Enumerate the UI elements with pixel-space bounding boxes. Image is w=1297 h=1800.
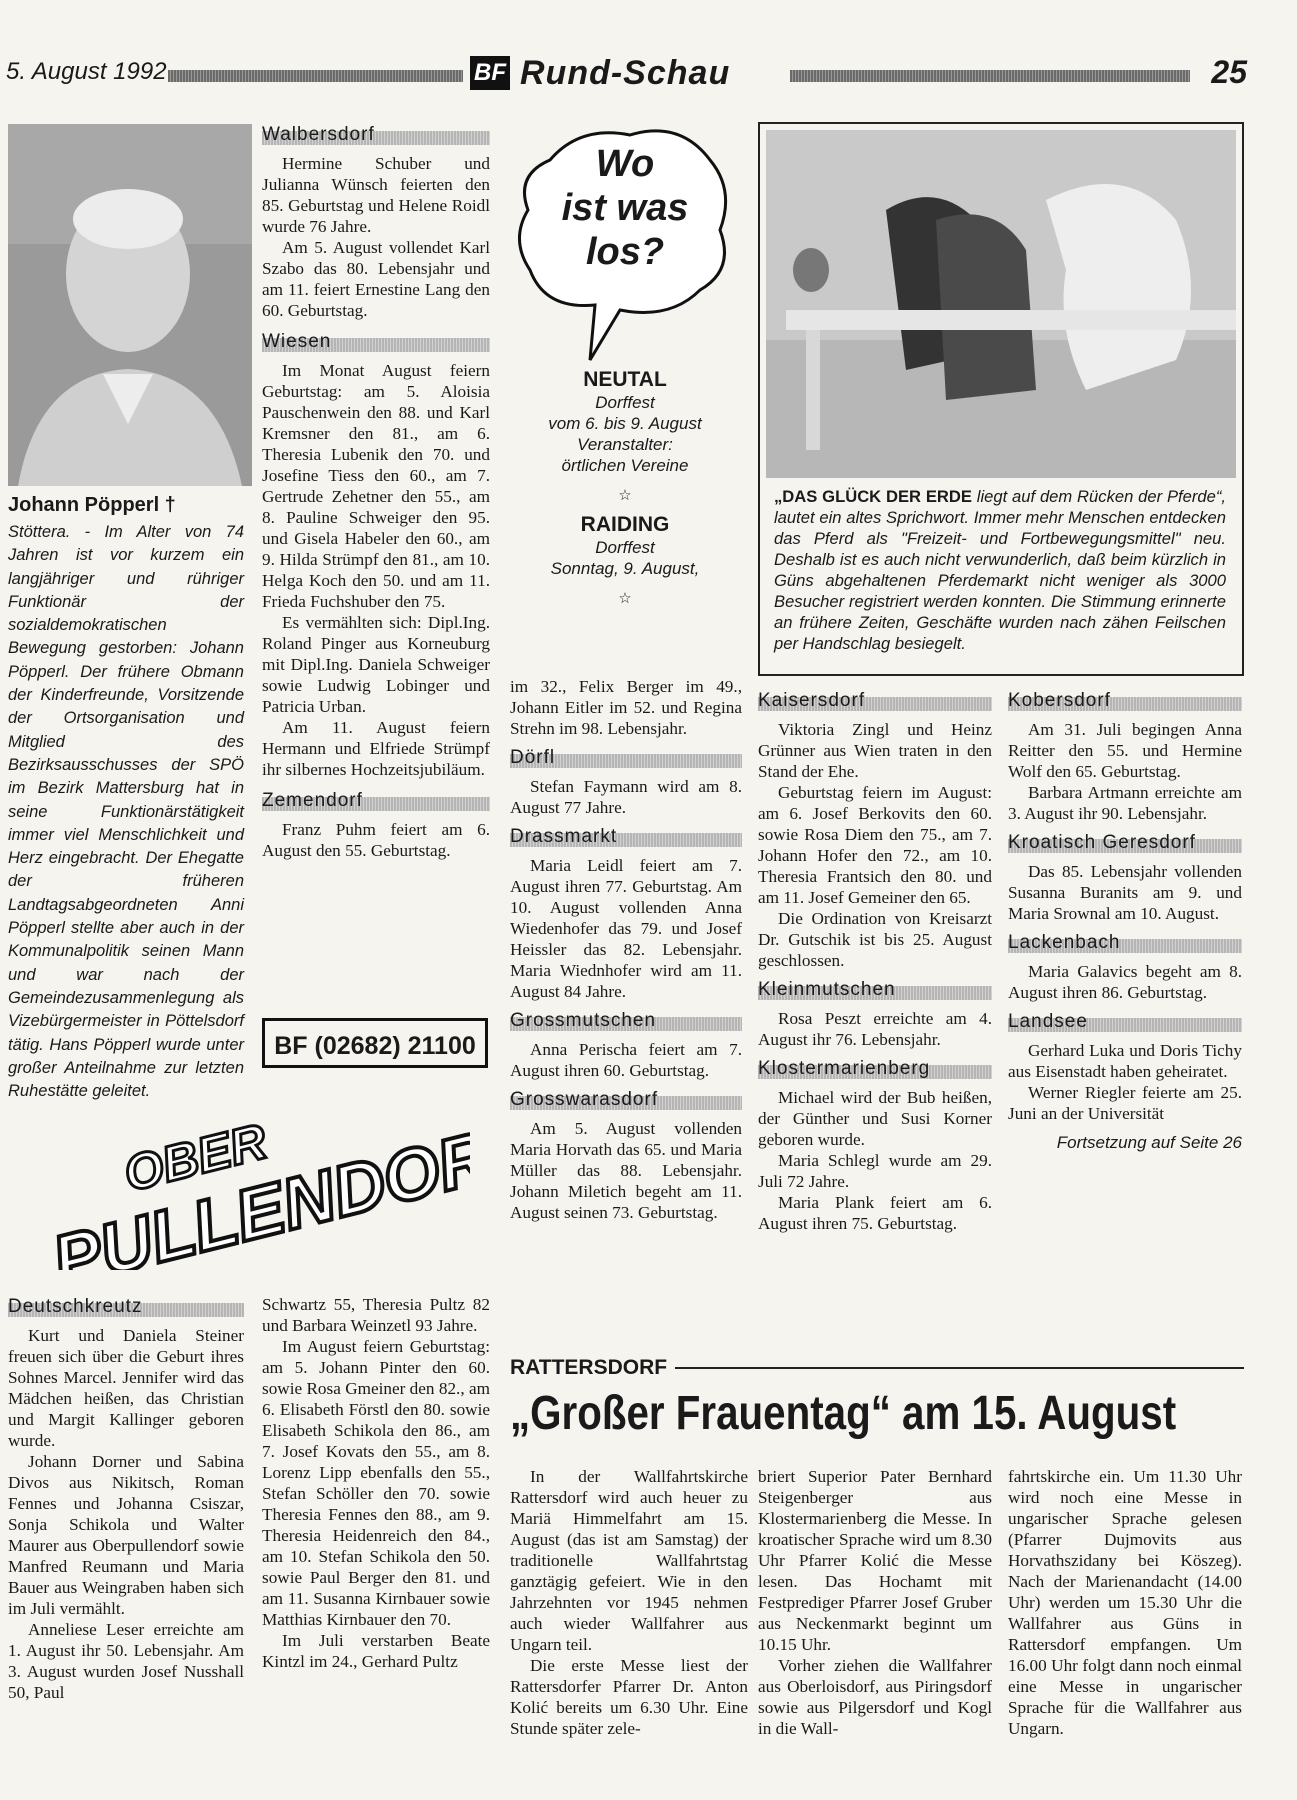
bubble-line-1: Wo xyxy=(595,143,655,185)
column-2 xyxy=(262,124,490,861)
svg-text:PULLENDORF: PULLENDORF xyxy=(44,1105,470,1270)
deutschkreutz-text-1: Kurt und Daniela Steiner freuen sich über die Geburt ihres Sohnes Marcel. Jennifer wird das Mädchen heißen, das Christian und Margit Kallinger geboren wurde. xyxy=(8,1326,244,1450)
obituary-text: Stöttera. - Im Alter von 74 Jahren ist vor kurzem ein langjähriger und rühriger Funktionär der sozialdemokratischen Bewegung gestorben: Johann Pöpperl. Der frühere Obmann der Kinderfreunde, Vorsitzende der Ortsorganisation und Mitglied des Bezirksausschusses der SPÖ im Bezirk Mattersburg hat in seine Funktionärstätigkeit immer viel Menschlichkeit und Herz eingebracht. Der Ehegatte der früheren Landtagsabgeordneten Anni Pöpperl stellte aber auch in der Kommunalpolitik seinen Mann und war nach der Gemeindezusammenlegung als Vizebürgermeister in Pöttelsdorf tätig. Hans Pöpperl wurde unter großer Anteilnahme zur letzten Ruhestätte geleitet. xyxy=(8,523,244,1101)
issue-date: 5. August 1992 xyxy=(6,58,167,85)
section-head-kobersdorf: Kobersdorf xyxy=(1008,690,1242,713)
landsee-text-2: Werner Riegler feierte am 25. Juni an der Universität xyxy=(1008,1083,1242,1123)
rattersdorf-kicker-row xyxy=(510,1356,1244,1380)
page-number: 25 xyxy=(1211,54,1247,90)
deutschkreutz-cont-text-3: Im Juli verstarben Beate Kintzl im 24., Gerhard Pultz xyxy=(262,1631,490,1671)
section-head-lackenbach: Lackenbach xyxy=(1008,932,1242,955)
kaisersdorf-text-3: Die Ordination von Kreisarzt Dr. Gutschik ist bis 25. August geschlossen. xyxy=(758,909,992,970)
column-4 xyxy=(758,690,992,1234)
bubble-line-2: ist was xyxy=(561,187,689,229)
speech-bubble xyxy=(510,120,730,370)
section-head-grossmutschen: Grossmutschen xyxy=(510,1010,742,1033)
drassmarkt-text: Maria Leidl feiert am 7. August ihren 77. Geburtstag. Am 10. August vollenden Anna Wiedenhofer das 79. und Josef Heissler das 82. Lebensjahr. Maria Wiednhofer wird am 11. August 84 Jahre. xyxy=(510,856,742,1001)
event-neutal-line: vom 6. bis 9. August xyxy=(548,414,702,433)
event-raiding-line: Sonntag, 9. August, xyxy=(550,559,700,578)
event-neutal-line: Veranstalter: xyxy=(577,435,673,454)
kobersdorf-text-1: Am 31. Juli begingen Anna Reitter den 55. und Hermine Wolf den 65. Geburtstag. xyxy=(1008,720,1242,781)
oberpullendorf-title xyxy=(470,1090,471,1091)
oberpullendorf-banner-icon xyxy=(30,1090,470,1270)
horses-photo-icon xyxy=(766,130,1236,478)
svg-text:OBER: OBER xyxy=(118,1112,273,1203)
masthead-rule-left xyxy=(168,70,463,82)
section-head-wiesen: Wiesen xyxy=(262,331,490,354)
klostermarienberg-text-2: Maria Schlegl wurde am 29. Juli 72 Jahre. xyxy=(758,1151,992,1191)
rattersdorf-text-2: Die erste Messe liest der Rattersdorfer Pfarrer Dr. Anton Kolić bereits um 6.30 Uhr. Eine Stunde später zele- xyxy=(510,1656,748,1738)
events-list xyxy=(520,368,730,616)
deutschkreutz-cont-text-2: Im August feiern Geburtstag: am 5. Johann Pinter den 60. sowie Rosa Gmeiner den 82., am 6. Elisabeth Förstl den 80. sowie Elisabeth Schikola den 86., am 7. Josef Kovats den 55., am 8. Lorenz Lipp ebenfalls den 55., Stefan Schöller den 70. sowie Theresia Fennes den 88., am 9. Theresia Heidenreich den 84., am 10. Stefan Schikola den 50. sowie Paul Berger den 81. und am 11. Susanna Kirnbauer sowie Matthias Kirnbauer den 70. xyxy=(262,1337,490,1629)
horse-caption-text: liegt auf dem Rücken der Pferde“, lautet ein altes Sprichwort. Immer mehr Menschen entdecken das Pferd als "Freizeit- und Fortbewegungsmittel" neu. Deshalb ist es auch nicht verwunderlich, daß beim kürzlich in Güns abgehaltenen Pferdemarkt nicht weniger als 3000 Besucher registriert werden konnten. Die Stimmung erinnerte an frühere Zeiten, Geschäfte wurden nach zähen Feilschen per Handschlag besiegelt. xyxy=(774,487,1226,653)
phone-box: BF (02682) 21100 xyxy=(262,1018,488,1068)
rattersdorf-article xyxy=(510,1356,1244,1444)
wiesen-text-1: Im Monat August feiern Geburtstag: am 5. Aloisia Pauschenwein den 88. und Karl Kremsner den 81., am 6. Theresia Lubenik den 70. und Josefine Tiess den 60., am 7. Gertrude Zehetner den 55., am 8. Pauline Schweiger den 95. und Gisela Habeler den 60., am 9. Hilda Strümpf den 81., am 10. Helga Koch den 50. und am 11. Frieda Fuchshuber den 75. xyxy=(262,361,490,611)
section-head-kleinmutschen: Kleinmutschen xyxy=(758,979,992,1002)
event-raiding-line: Dorffest xyxy=(595,538,655,557)
horse-caption xyxy=(774,486,1226,654)
kicker-rule xyxy=(675,1367,1244,1369)
lackenbach-text: Maria Galavics begeht am 8. August ihren 86. Geburtstag. xyxy=(1008,962,1242,1002)
section-head-klostermarienberg: Klostermarienberg xyxy=(758,1058,992,1081)
kobersdorf-text-2: Barbara Artmann erreichte am 3. August ihr 90. Lebensjahr. xyxy=(1008,783,1242,823)
grossmutschen-text: Anna Perischa feiert am 7. August ihren 60. Geburtstag. xyxy=(510,1040,742,1080)
star-icon: ☆ xyxy=(618,591,632,607)
rattersdorf-col-3 xyxy=(1008,1466,1242,1739)
deutschkreutz-continued xyxy=(262,1294,490,1672)
section-logo: Rund-Schau xyxy=(520,54,731,92)
horses-photo xyxy=(766,130,1236,478)
deutschkreutz-cont-text-1: Schwartz 55, Theresia Pultz 82 und Barbara Weinzetl 93 Jahre. xyxy=(262,1295,490,1335)
section-head-zemendorf: Zemendorf xyxy=(262,790,490,813)
masthead xyxy=(0,56,1297,96)
section-head-doerfl: Dörfl xyxy=(510,747,742,770)
column-3 xyxy=(510,676,742,1223)
landsee-text-1: Gerhard Luka und Doris Tichy aus Eisenstadt haben geheiratet. xyxy=(1008,1041,1242,1081)
grosswarasdorf-text: Am 5. August vollenden Maria Horvath das 65. und Maria Müller das 88. Lebensjahr. Johann Miletich begeht am 11. August seinen 73. Geburtstag. xyxy=(510,1119,742,1222)
bf-badge: BF xyxy=(470,56,510,90)
rattersdorf-col-1 xyxy=(510,1466,748,1739)
column-3-continuation: im 32., Felix Berger im 49., Johann Eitler im 52. und Regina Strehn im 98. Lebensjahr. xyxy=(510,677,742,738)
wiesen-text-3: Am 11. August feiern Hermann und Elfriede Strümpf ihr silbernes Hochzeitsjubiläum. xyxy=(262,718,490,779)
column-5 xyxy=(1008,690,1242,1153)
bubble-line-3: los? xyxy=(585,231,665,273)
portrait-photo-icon xyxy=(8,124,252,486)
rattersdorf-text-4: Vorher ziehen die Wallfahrer aus Oberloisdorf, aus Piringsdorf sowie aus Pilgersdorf und Kogl in die Wall- xyxy=(758,1656,992,1738)
kaisersdorf-text-1: Viktoria Zingl und Heinz Grünner aus Wien traten in den Stand der Ehe. xyxy=(758,720,992,781)
walbersdorf-text-1: Hermine Schuber und Julianna Wünsch feierten den 85. Geburtstag und Helene Roidl wurde 76 Jahre. xyxy=(262,154,490,236)
horse-photo-box xyxy=(758,122,1244,676)
deutschkreutz-text-3: Anneliese Leser erreichte am 1. August ihr 50. Lebensjahr. Am 3. August wurden Josef Nusshall 50, Paul xyxy=(8,1620,244,1702)
section-head-walbersdorf: Walbersdorf xyxy=(262,124,490,147)
obituary xyxy=(8,494,244,1103)
kroatisch-geresdorf-text: Das 85. Lebensjahr vollenden Susanna Buranits am 9. und Maria Srownal am 10. August. xyxy=(1008,862,1242,923)
event-neutal-line: Dorffest xyxy=(595,393,655,412)
rattersdorf-text-3: briert Superior Pater Bernhard Steigenberger aus Klostermarienberg die Messe. In kroatischer Sprache wird um 8.30 Uhr Pfarrer Kolić die Messe lesen. Das Hochamt mit Festprediger Pfarrer Josef Gruber aus Neckenmarkt beginnt um 10.15 Uhr. xyxy=(758,1467,992,1654)
event-neutal-line: örtlichen Vereine xyxy=(561,456,689,475)
section-head-landsee: Landsee xyxy=(1008,1011,1242,1034)
obituary-name: Johann Pöpperl † xyxy=(8,494,176,516)
rattersdorf-col-2 xyxy=(758,1466,992,1739)
event-neutal-title: NEUTAL xyxy=(583,368,667,391)
kleinmutschen-text: Rosa Peszt erreichte am 4. August ihr 76. Lebensjahr. xyxy=(758,1009,992,1049)
portrait-photo xyxy=(8,124,252,486)
wiesen-text-2: Es vermählten sich: Dipl.Ing. Roland Pinger aus Korneuburg mit Dipl.Ing. Daniela Schweiger sowie Ludwig Lobinger und Patricia Urban. xyxy=(262,613,490,716)
rattersdorf-kicker: RATTERSDORF xyxy=(510,1356,668,1379)
zemendorf-text: Franz Puhm feiert am 6. August den 55. Geburtstag. xyxy=(262,820,490,860)
section-head-grosswarasdorf: Grosswarasdorf xyxy=(510,1089,742,1112)
masthead-rule-right xyxy=(790,70,1190,82)
kaisersdorf-text-2: Geburtstag feiern im August: am 6. Josef Berkovits den 60. sowie Rosa Diem den 75., am 7. Johann Hofer den 72., am 10. Theresia Frantsich den 80. und am 11. Josef Gemeiner den 65. xyxy=(758,783,992,907)
star-icon: ☆ xyxy=(618,488,632,504)
horse-caption-lead: „DAS GLÜCK DER ERDE xyxy=(774,487,972,506)
continuation-note: Fortsetzung auf Seite 26 xyxy=(1056,1133,1242,1152)
rattersdorf-headline: „Großer Frauentag“ am 15. August xyxy=(510,1387,1177,1440)
deutschkreutz-text-2: Johann Dorner und Sabina Divos aus Nikitsch, Roman Fennes und Johanna Csiszar, Sonja Schikola und Walter Maurer aus Oberpullendorf sowie Manfred Reumann und Maria Bauer aus Weingraben haben sich im Juli vermählt. xyxy=(8,1452,244,1618)
section-head-drassmarkt: Drassmarkt xyxy=(510,826,742,849)
rattersdorf-text-1: In der Wallfahrtskirche Rattersdorf wird auch heuer zu Mariä Himmelfahrt am 15. August (das ist am Samstag) der traditionelle Wallfahrtstag ganztägig gefeiert. Wie in den Jahrzehnten vor 1945 nehmen auch wieder Wallfahrer aus Ungarn teil. xyxy=(510,1467,748,1654)
walbersdorf-text-2: Am 5. August vollendet Karl Szabo das 80. Lebensjahr und am 11. feiert Ernestine Lang den 60. Geburtstag. xyxy=(262,238,490,320)
section-head-kaisersdorf: Kaisersdorf xyxy=(758,690,992,713)
deutschkreutz-column xyxy=(8,1296,244,1703)
section-head-deutschkreutz: Deutschkreutz xyxy=(8,1296,244,1319)
klostermarienberg-text-3: Maria Plank feiert am 6. August ihren 75. Geburtstag. xyxy=(758,1193,992,1233)
event-raiding-title: RAIDING xyxy=(580,513,670,536)
oberpullendorf-banner xyxy=(30,1090,470,1270)
rattersdorf-text-5: fahrtskirche ein. Um 11.30 Uhr wird noch eine Messe in ungarischer Sprache gelesen (Pfarrer Dujmovits aus Horvathszidany bei Köszeg). Nach der Marienandacht (14.00 Uhr) werden um 15.30 Uhr die Wallfahrer aus Güns in Rattersdorf empfangen. Um 16.00 Uhr folgt dann noch einmal eine Messe in ungarischer Sprache für die Wallfahrer aus Ungarn. xyxy=(1008,1467,1242,1738)
doerfl-text: Stefan Faymann wird am 8. August 77 Jahre. xyxy=(510,777,742,817)
section-head-kroatisch-geresdorf: Kroatisch Geresdorf xyxy=(1008,832,1242,855)
klostermarienberg-text-1: Michael wird der Bub heißen, der Günther und Susi Korner geboren wurde. xyxy=(758,1088,992,1149)
